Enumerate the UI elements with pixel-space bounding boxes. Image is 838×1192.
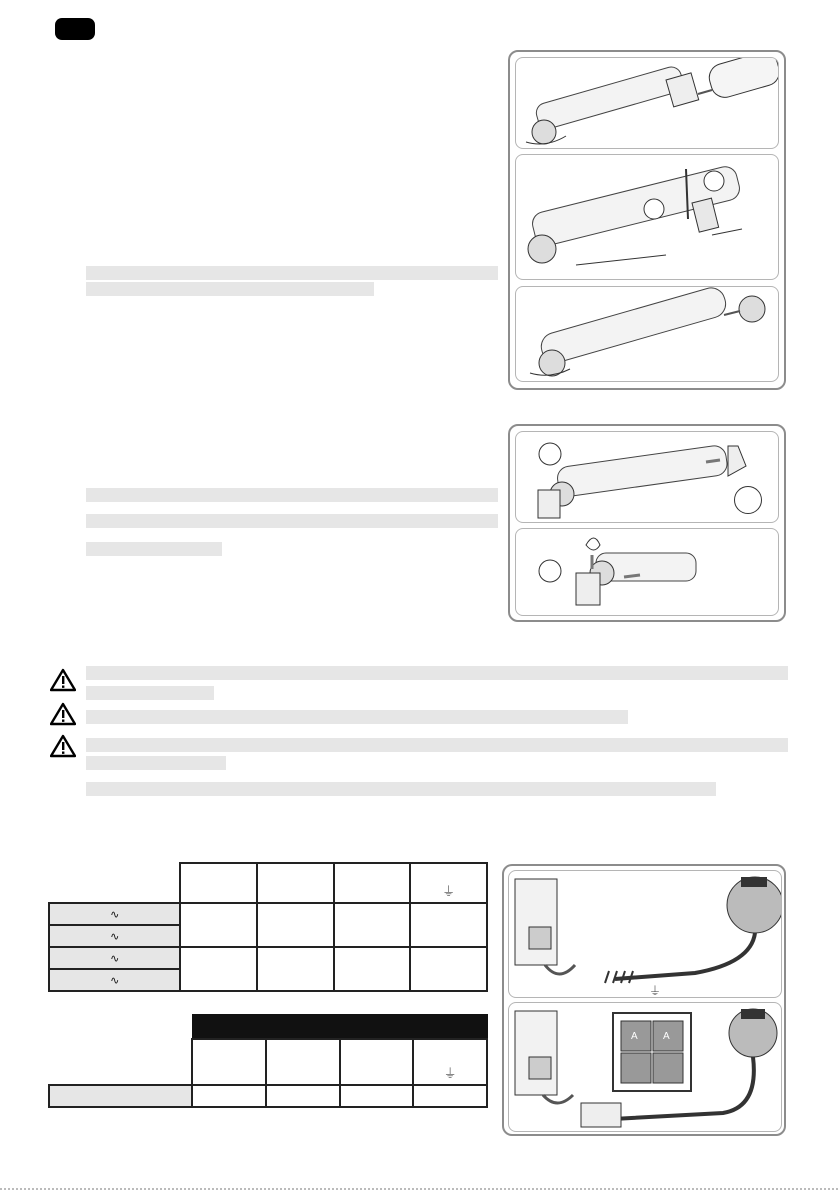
connector-table-dark-header	[192, 1014, 488, 1040]
callout-circle-2	[734, 486, 762, 514]
warning-icon	[50, 668, 76, 692]
figure-cable-wiring	[508, 870, 782, 998]
socket-letter-a: A	[631, 1031, 638, 1042]
figure-connector-wiring	[508, 1002, 782, 1132]
highlight-bar-2a	[86, 488, 498, 502]
page-bottom-edge	[0, 1188, 838, 1190]
wiring-cell	[180, 903, 257, 947]
warning-bar-1a	[86, 666, 788, 680]
highlight-bar-1b	[86, 282, 374, 296]
callout-circle-3	[539, 560, 561, 582]
wiring-cell	[334, 903, 411, 947]
wiring-header-cell	[334, 863, 411, 903]
connector-cell	[413, 1085, 487, 1107]
warning-icon	[50, 734, 76, 758]
cable-wiring-illustration	[509, 871, 782, 998]
supply-label-cell: ∿	[49, 947, 180, 969]
wiring-header-cell	[257, 863, 334, 903]
motor-screw-illustration	[516, 155, 779, 280]
wiring-header-cell	[180, 863, 257, 903]
figure-motor-into-tube	[515, 57, 779, 149]
wiring-cell	[410, 903, 487, 947]
bracket-figure-panel	[508, 424, 786, 622]
figure-motor-screws	[515, 154, 779, 280]
wiring-cell	[180, 947, 257, 991]
highlight-bar-2c	[86, 542, 222, 556]
highlight-bar-2b	[86, 514, 498, 528]
connector-header-cell	[340, 1039, 414, 1085]
warning-bar-2	[86, 710, 628, 724]
connector-wiring-illustration	[509, 1003, 782, 1132]
wiring-cell	[257, 903, 334, 947]
wiring-cell	[257, 947, 334, 991]
connector-cell	[340, 1085, 414, 1107]
motor-label-plate	[741, 1009, 765, 1019]
crown-insertion-illustration	[516, 287, 779, 382]
motor-label-plate	[741, 877, 767, 887]
motor-tube-illustration	[516, 58, 779, 149]
connector-cell	[266, 1085, 340, 1107]
insertion-figure-panel	[508, 50, 786, 390]
wiring-cell	[410, 947, 487, 991]
connector-table	[48, 1038, 488, 1108]
supply-label-cell: ∿	[49, 969, 180, 991]
connector-cell	[192, 1085, 266, 1107]
wiring-table	[48, 862, 488, 992]
highlight-bar-1a	[86, 266, 498, 280]
callout-circle-1	[539, 443, 561, 465]
earth-header-cell: ⏚	[410, 863, 487, 903]
figure-crown-insertion	[515, 286, 779, 382]
earth-symbol-text: ⏚	[649, 984, 662, 998]
connector-header-cell	[266, 1039, 340, 1085]
figure-clip-in	[515, 528, 779, 616]
supply-label-cell: ∿	[49, 925, 180, 947]
socket-letter-a: A	[663, 1031, 670, 1042]
language-tab	[55, 18, 95, 40]
wiring-cell	[334, 947, 411, 991]
supply-label-cell: ∿	[49, 903, 180, 925]
connector-label-cell	[49, 1085, 192, 1107]
connector-header-cell	[192, 1039, 266, 1085]
table-corner	[49, 1039, 192, 1085]
warning-bar-1b	[86, 686, 214, 700]
wiring-figure-panel	[502, 864, 786, 1136]
note-bar	[86, 782, 716, 796]
earth-header-cell: ⏚	[413, 1039, 487, 1085]
warning-bar-3a	[86, 738, 788, 752]
clip-in-illustration	[516, 529, 779, 616]
table-corner	[49, 863, 180, 903]
warning-icon	[50, 702, 76, 726]
warning-bar-3b	[86, 756, 226, 770]
